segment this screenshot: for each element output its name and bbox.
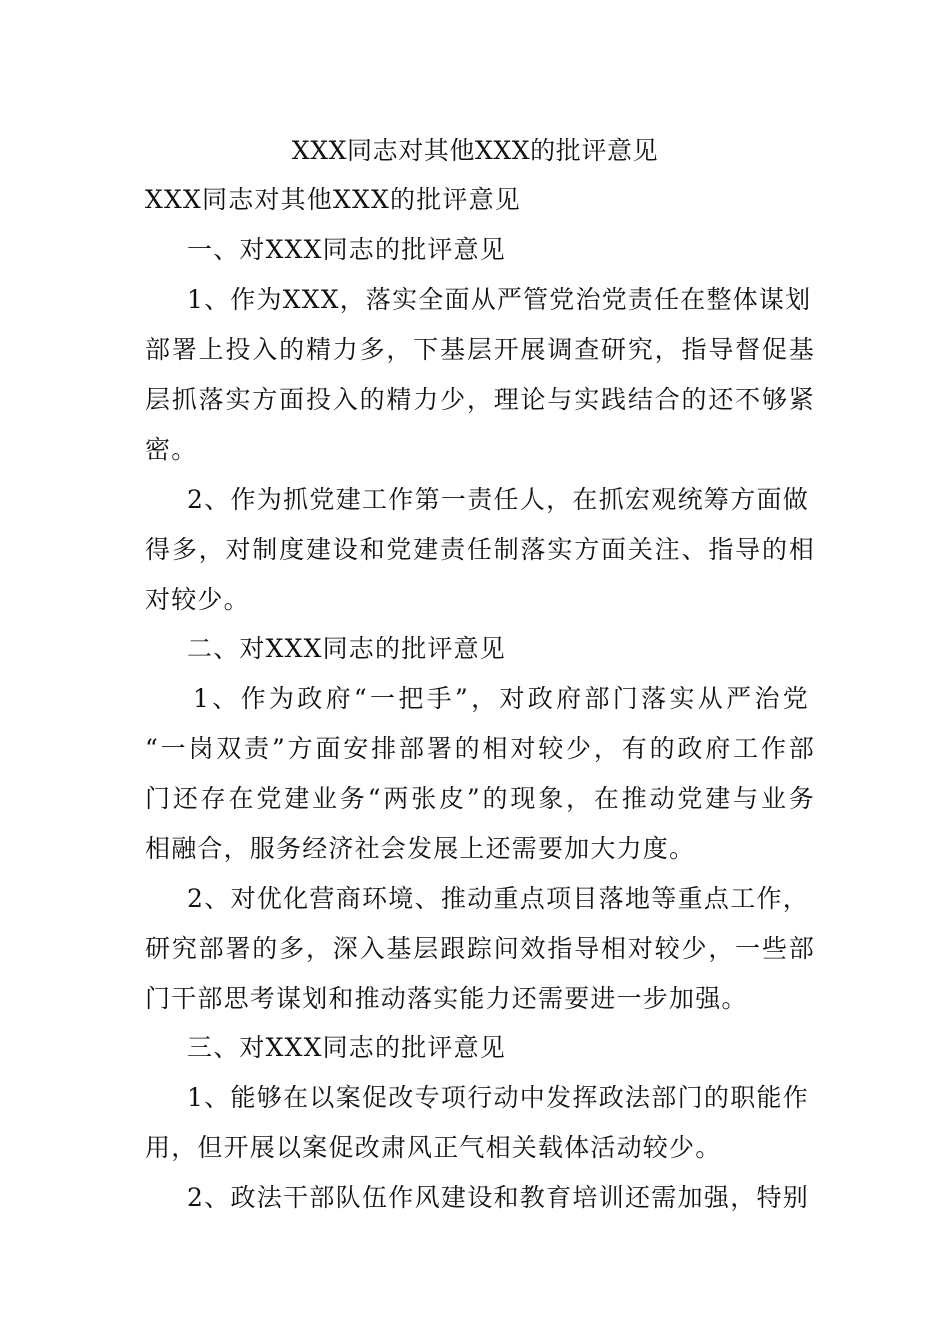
paragraph-line: 1、作为政府“一把手”，对政府部门落实从严治党 [193,684,809,713]
paragraph-line: 密。 [145,435,198,464]
paragraph-line: 相融合，服务经济社会发展上还需要加大力度。 [145,834,696,863]
section-heading-1: 一、对XXX同志的批评意见 [187,235,506,264]
paragraph-line: 用，但开展以案促改肃风正气相关载体活动较少。 [145,1133,722,1162]
section-heading-3: 三、对XXX同志的批评意见 [187,1033,506,1062]
paragraph-line: 门还存在党建业务“两张皮”的现象，在推动党建与业务 [145,784,815,813]
paragraph-line: 门干部思考谋划和推动落实能力还需要进一步加强。 [145,984,748,1013]
paragraph-line: 层抓落实方面投入的精力少，理论与实践结合的还不够紧 [145,385,815,414]
paragraph-line: 得多，对制度建设和党建责任制落实方面关注、指导的相 [145,535,815,564]
section-heading-2: 二、对XXX同志的批评意见 [187,634,506,663]
paragraph-line: 2、作为抓党建工作第一责任人，在抓宏观统筹方面做 [187,485,809,514]
document-subtitle: XXX同志对其他XXX的批评意见 [145,185,521,214]
paragraph-line: 研究部署的多，深入基层跟踪问效指导相对较少，一些部 [145,934,815,963]
paragraph-line: 2、对优化营商环境、推动重点项目落地等重点工作， [187,884,809,913]
paragraph-line: 2、政法干部队伍作风建设和教育培训还需加强，特别 [187,1183,809,1212]
document-title: XXX同志对其他XXX的批评意见 [291,136,659,165]
paragraph-line: 1、能够在以案促改专项行动中发挥政法部门的职能作 [187,1083,809,1112]
paragraph-line: 部署上投入的精力多，下基层开展调查研究，指导督促基 [145,335,815,364]
paragraph-line: 对较少。 [145,585,250,614]
paragraph-line: 1、作为XXX，落实全面从严管党治党责任在整体谋划 [187,285,812,314]
paragraph-line: “一岗双责”方面安排部署的相对较少，有的政府工作部 [145,734,815,763]
